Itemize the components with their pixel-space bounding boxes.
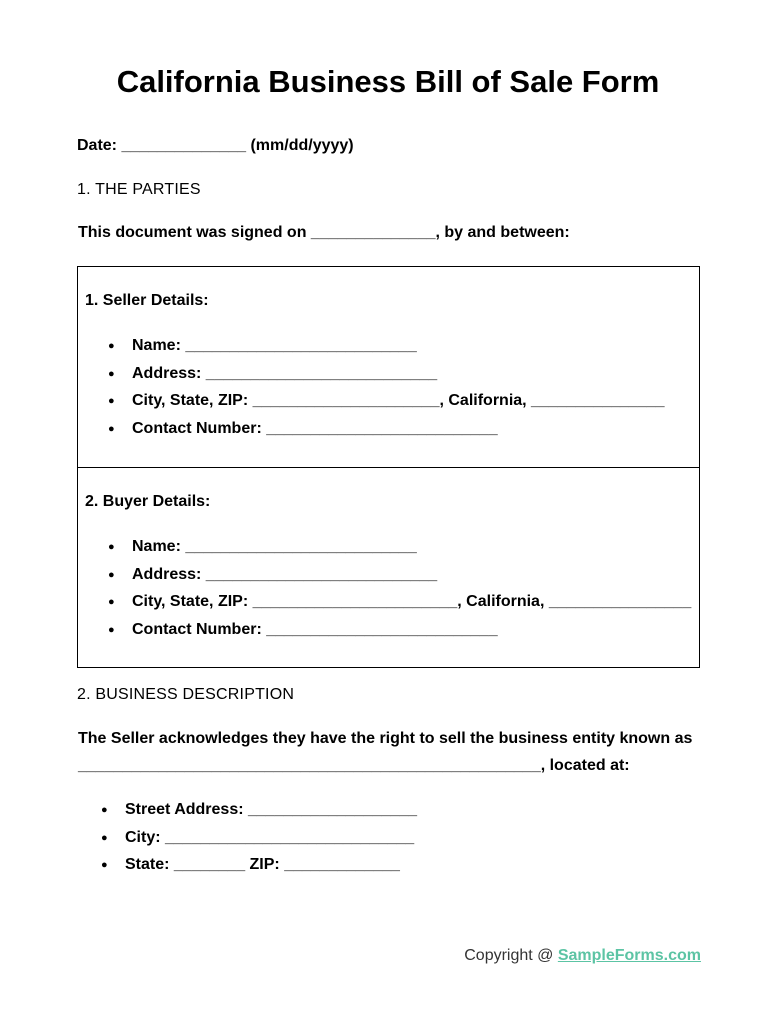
state-zip-field: ● State: ________ ZIP: _____________ (125, 855, 417, 883)
buyer-contact-number-field: ● Contact Number: __________________________ (132, 620, 691, 648)
seller-details-box (77, 266, 700, 468)
section-parties-heading: 1. THE PARTIES (77, 181, 201, 198)
document-title: California Business Bill of Sale Form (116, 64, 660, 99)
buyer-details-box (77, 467, 700, 668)
business-location-fields-list (125, 800, 417, 883)
sampleforms-link[interactable]: SampleForms.com (557, 947, 701, 964)
copyright-footer (464, 947, 701, 965)
buyer-details-heading: 2. Buyer Details: (85, 493, 211, 510)
copyright-prefix: Copyright @ (464, 947, 558, 964)
seller-name-field: ● Name: __________________________ (132, 336, 665, 364)
buyer-city-state-zip-field: ● City, State, ZIP: _______________________, California, ________________ (132, 592, 691, 620)
buyer-fields-list (132, 537, 691, 647)
date-line: Date: ______________ (mm/dd/yyyy) (77, 137, 354, 154)
business-description-line-2: ____________________________________________________, located at: (78, 757, 630, 774)
seller-details-heading: 1. Seller Details: (85, 292, 209, 309)
seller-city-state-zip-field: ● City, State, ZIP: _____________________, California, _______________ (132, 391, 665, 419)
buyer-address-field: ● Address: __________________________ (132, 565, 691, 593)
seller-fields-list (132, 336, 665, 446)
street-address-field: ● Street Address: ___________________ (125, 800, 417, 828)
seller-address-field: ● Address: __________________________ (132, 364, 665, 392)
buyer-name-field: ● Name: __________________________ (132, 537, 691, 565)
parties-intro: This document was signed on ______________, by and between: (78, 224, 570, 241)
seller-contact-number-field: ● Contact Number: __________________________ (132, 419, 665, 447)
city-field: ● City: ____________________________ (125, 828, 417, 856)
section-business-description-heading: 2. BUSINESS DESCRIPTION (77, 686, 295, 703)
business-description-line-1: The Seller acknowledges they have the right to sell the business entity known as (78, 730, 693, 747)
